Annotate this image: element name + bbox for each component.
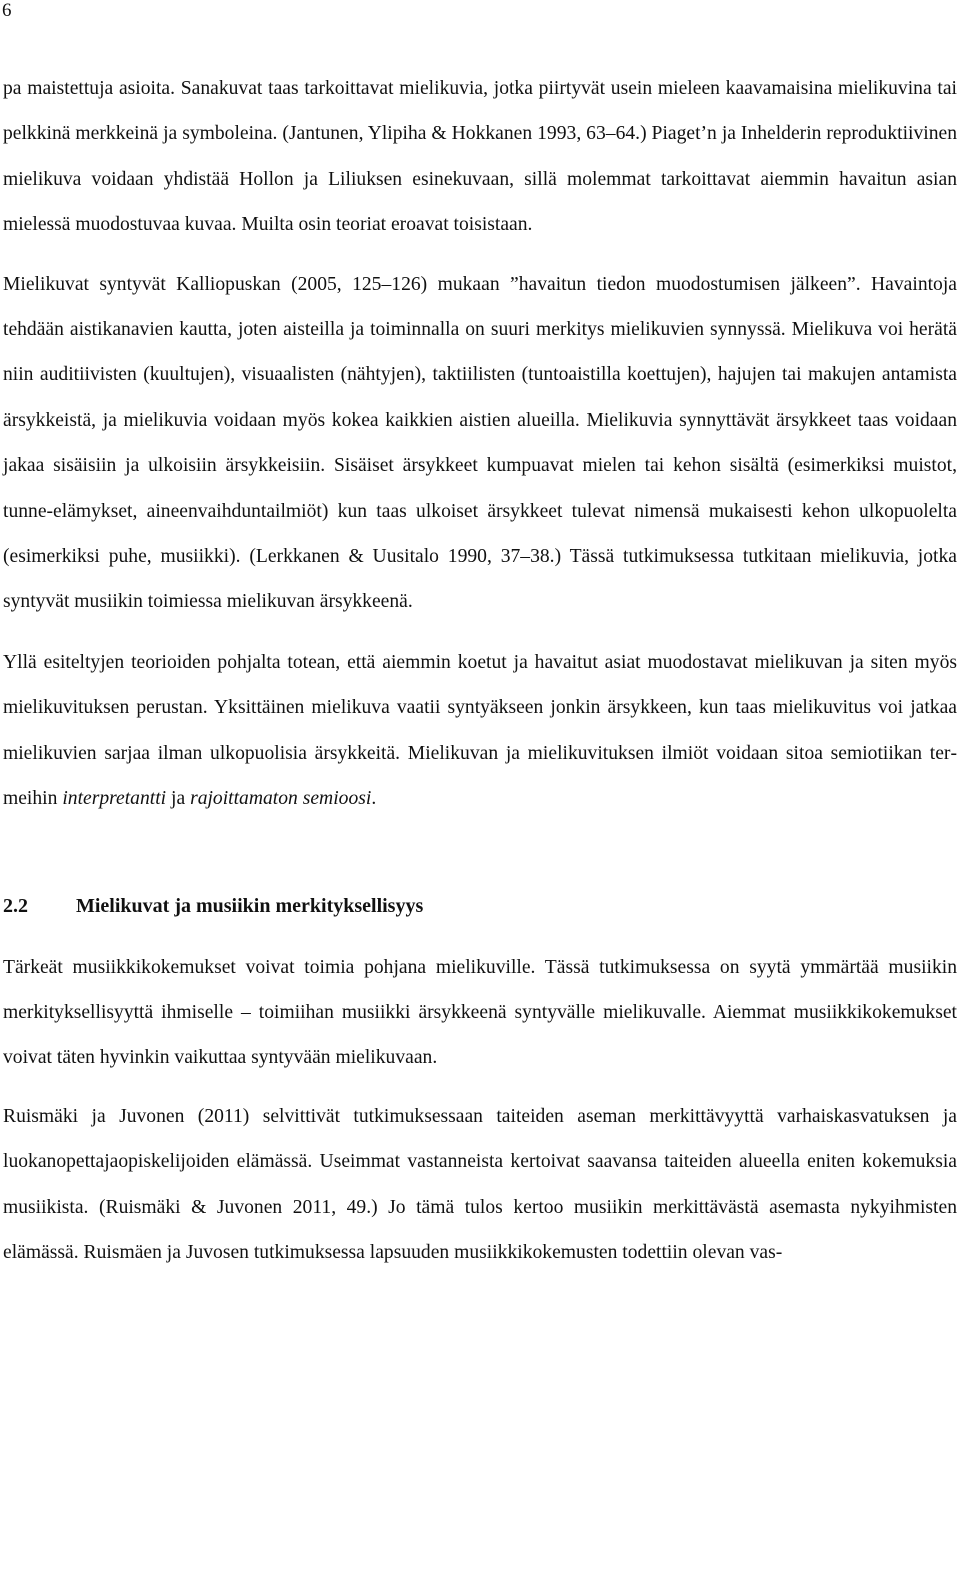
section-heading [3, 891, 957, 921]
section-number: 2.2 [3, 894, 28, 917]
page-number: 6 [2, 0, 12, 21]
paragraph-kalliopuska: Mielikuvat syntyvät Kalliopuskan (2005, 125–126) mukaan ”havaitun tiedon muodostumisen jälkeen”. Havaintoja tehdään aistikanavien kautta, joten aisteilla ja toiminnalla on suuri merkitys mielikuvien synnyssä. Mielikuva voi herätä niin auditiivisten (kuultujen), visuaalisten (nähtyjen), taktiilisten (tuntoaistilla koettujen), hajujen tai makujen antamista ärsykkeistä, ja mielikuvia voidaan myös kokea kaikkien aistien alueilla. Mielikuvia synnyttävät ärsykkeet taas voidaan jakaa sisäisiin ja ulkoisiin ärsykkeisiin. Sisäiset ärsykkeet kumpuavat mielen tai kehon sisältä (esimerkiksi muistot, tunne-elämykset, aineenvaihduntailmiöt) kun taas ulkoiset ärsykkeet tulevat nimensä mukaisesti kehon ulkopuolelta (esimerkiksi puhe, musiikki). (Lerkkanen & Uusitalo 1990, 37–38.) Tässä tutkimuksessa tutkitaan mielikuvia, jotka syntyvät musiikin toimiessa mielikuvan ärsykkeenä. [3, 273, 957, 613]
sentence-end: . [371, 788, 377, 810]
paragraph-musiikkikokemukset: Tärkeät musiikkikokemukset voivat toimia pohjana mielikuville. Tässä tutkimuksessa on syytä ymmärtää musiikin merkityksellisyyttä ihmiselle – toimiihan musiikki ärsykkeenä syntyvälle mielikuvalle. Aiemmat musiikkikokemukset voivat täten hyvinkin vaikuttaa syntyvään mielikuvaan. [3, 956, 957, 1069]
term-rajoittamaton-semioosi: rajoittamaton semioosi [190, 788, 372, 810]
paragraph-semiotiikka [3, 640, 957, 822]
term-interpretantti: interpretantti [62, 788, 167, 810]
conjunction: ja [171, 788, 186, 810]
paragraph-mielikuvat-sanakuvat: pa maistettuja asioita. Sanakuvat taas tarkoittavat mielikuvia, jotka piirtyvät usein mieleen kaavamaisina mielikuvina tai pelkkinä merkkeinä ja symboleina. (Jantunen, Ylipiha & Hokkanen 1993, 63–64.) Piaget’n ja Inhelderin reproduktiivinen mielikuva voidaan yhdistää Hollon ja Liliuksen esinekuvaan, sillä molemmat tarkoittavat aiemmin havaitun asian mielessä muodostuvaa kuvaa. Muilta osin teoriat eroavat toisistaan. [3, 78, 957, 236]
paragraph-ruismaki-juvonen: Ruismäki ja Juvonen (2011) selvittivät tutkimuksessaan taiteiden aseman merkittävyyttä varhaiskasvatuksen ja luokanopettajaopiskelijoiden elämässä. Useimmat vastanneista kertoivat saavansa taiteiden alueella eniten kokemuksia musiikista. (Ruismäki & Juvonen 2011, 49.) Jo tämä tulos kertoo musiikin merkittävästä asemasta nykyihmisten elämässä. Ruismäen ja Juvosen tutkimuksessa lapsuuden musiikkikokemusten todettiin olevan vas- [3, 1105, 957, 1263]
paragraph-text: Yllä esiteltyjen teorioiden pohjalta totean, että aiemmin koetut ja havaitut asiat muodostavat mielikuvan ja siten myös mielikuvituksen perustan. Yksittäinen mielikuva vaatii syntyäkseen jonkin ärsykkeen, kun taas mielikuvitus voi jatkaa mielikuvien sarjaa ilman ulkopuolisia ärsykkeitä. Mielikuvan ja mielikuvituksen ilmiöt voidaan sitoa semiotiikan termeihin [3, 651, 957, 810]
document-body [3, 66, 957, 1275]
section-title: Mielikuvat ja musiikin merkityksellisyys [76, 894, 424, 917]
